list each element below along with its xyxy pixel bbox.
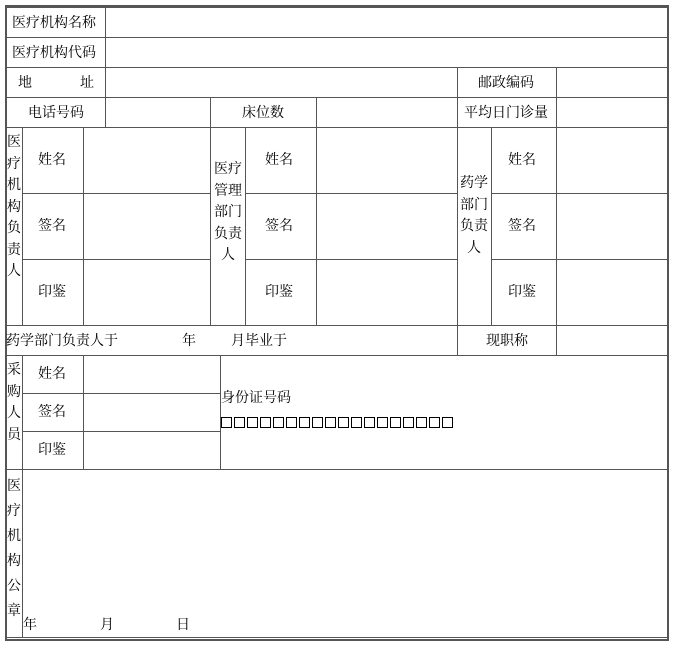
- institution-name-label: 医疗机构名称: [12, 15, 96, 31]
- medical-mgmt-vertical-label: 医疗 管理 部门 负责 人: [214, 161, 242, 263]
- daily-outpatient-field[interactable]: [556, 97, 669, 128]
- id-digit-box[interactable]: [377, 417, 388, 428]
- current-title-label: 现职称: [486, 333, 528, 349]
- id-digit-box[interactable]: [442, 417, 453, 428]
- purchaser-vertical-label: 采 购 人 员: [7, 362, 21, 443]
- purchaser-signature-field[interactable]: [83, 393, 221, 432]
- id-digit-box[interactable]: [247, 417, 258, 428]
- daily-outpatient-label: 平均日门诊量: [464, 105, 548, 121]
- head-signature-label: 签名: [38, 218, 66, 234]
- phone-field[interactable]: [105, 97, 211, 128]
- address-label-first-char: 地: [18, 75, 32, 91]
- head-seal-field[interactable]: [83, 259, 211, 326]
- purchaser-seal-field[interactable]: [83, 431, 221, 470]
- mgmt-signature-field[interactable]: [316, 193, 458, 260]
- purchaser-signature-label: 签名: [38, 404, 66, 420]
- mgmt-seal-field[interactable]: [316, 259, 458, 326]
- pharmacy-seal-label: 印鉴: [508, 284, 536, 300]
- purchaser-name-field[interactable]: [83, 355, 221, 394]
- pharmacy-seal-field[interactable]: [556, 259, 669, 326]
- id-digit-box[interactable]: [221, 417, 232, 428]
- mgmt-seal-label: 印鉴: [265, 284, 293, 300]
- bed-count-field[interactable]: [316, 97, 458, 128]
- pharmacy-graduation-prefix: 药学部门负责人于: [6, 333, 118, 349]
- seal-date-day-label: 日: [176, 617, 190, 633]
- id-digit-box[interactable]: [325, 417, 336, 428]
- id-digit-box[interactable]: [338, 417, 349, 428]
- purchaser-name-label: 姓名: [38, 366, 66, 382]
- id-digit-box[interactable]: [364, 417, 375, 428]
- postal-code-label: 邮政编码: [478, 75, 534, 91]
- id-digit-box[interactable]: [273, 417, 284, 428]
- mgmt-name-label: 姓名: [265, 152, 293, 168]
- mgmt-signature-label: 签名: [265, 218, 293, 234]
- institution-seal-vertical-label: 医 疗 机 构 公 章: [7, 478, 21, 619]
- head-name-field[interactable]: [83, 127, 211, 194]
- id-digit-box[interactable]: [234, 417, 245, 428]
- seal-date-month-label: 月: [100, 617, 114, 633]
- head-name-label: 姓名: [38, 152, 66, 168]
- id-digit-box[interactable]: [390, 417, 401, 428]
- id-digit-box[interactable]: [312, 417, 323, 428]
- pharmacy-name-label: 姓名: [508, 152, 536, 168]
- head-seal-label: 印鉴: [38, 284, 66, 300]
- current-title-field[interactable]: [556, 325, 669, 356]
- pharmacy-signature-label: 签名: [508, 218, 536, 234]
- id-number-label: 身份证号码: [221, 390, 291, 406]
- institution-seal-area[interactable]: [22, 469, 669, 638]
- graduation-month-school-label: 月毕业于: [231, 333, 287, 349]
- id-number-boxes[interactable]: [221, 417, 453, 428]
- institution-name-field[interactable]: [105, 7, 669, 38]
- seal-date-year-label: 年: [23, 617, 37, 633]
- pharmacy-signature-field[interactable]: [556, 193, 669, 260]
- id-digit-box[interactable]: [351, 417, 362, 428]
- address-field[interactable]: [105, 67, 458, 98]
- id-digit-box[interactable]: [286, 417, 297, 428]
- bed-count-label: 床位数: [242, 105, 284, 121]
- purchaser-seal-label: 印鉴: [38, 442, 66, 458]
- pharmacy-name-field[interactable]: [556, 127, 669, 194]
- id-digit-box[interactable]: [260, 417, 271, 428]
- postal-code-field[interactable]: [556, 67, 669, 98]
- phone-label: 电话号码: [28, 105, 84, 121]
- id-digit-box[interactable]: [429, 417, 440, 428]
- graduation-year-label: 年: [182, 333, 196, 349]
- institution-code-field[interactable]: [105, 37, 669, 68]
- id-number-cell[interactable]: [220, 355, 669, 470]
- id-digit-box[interactable]: [299, 417, 310, 428]
- head-signature-field[interactable]: [83, 193, 211, 260]
- id-digit-box[interactable]: [403, 417, 414, 428]
- pharmacy-head-vertical-label: 药学 部门 负责 人: [460, 175, 488, 256]
- address-label-second-char: 址: [80, 75, 94, 91]
- institution-head-vertical-label: 医 疗 机 构 负 责 人: [7, 134, 21, 279]
- id-digit-box[interactable]: [416, 417, 427, 428]
- institution-code-label: 医疗机构代码: [12, 45, 96, 61]
- mgmt-name-field[interactable]: [316, 127, 458, 194]
